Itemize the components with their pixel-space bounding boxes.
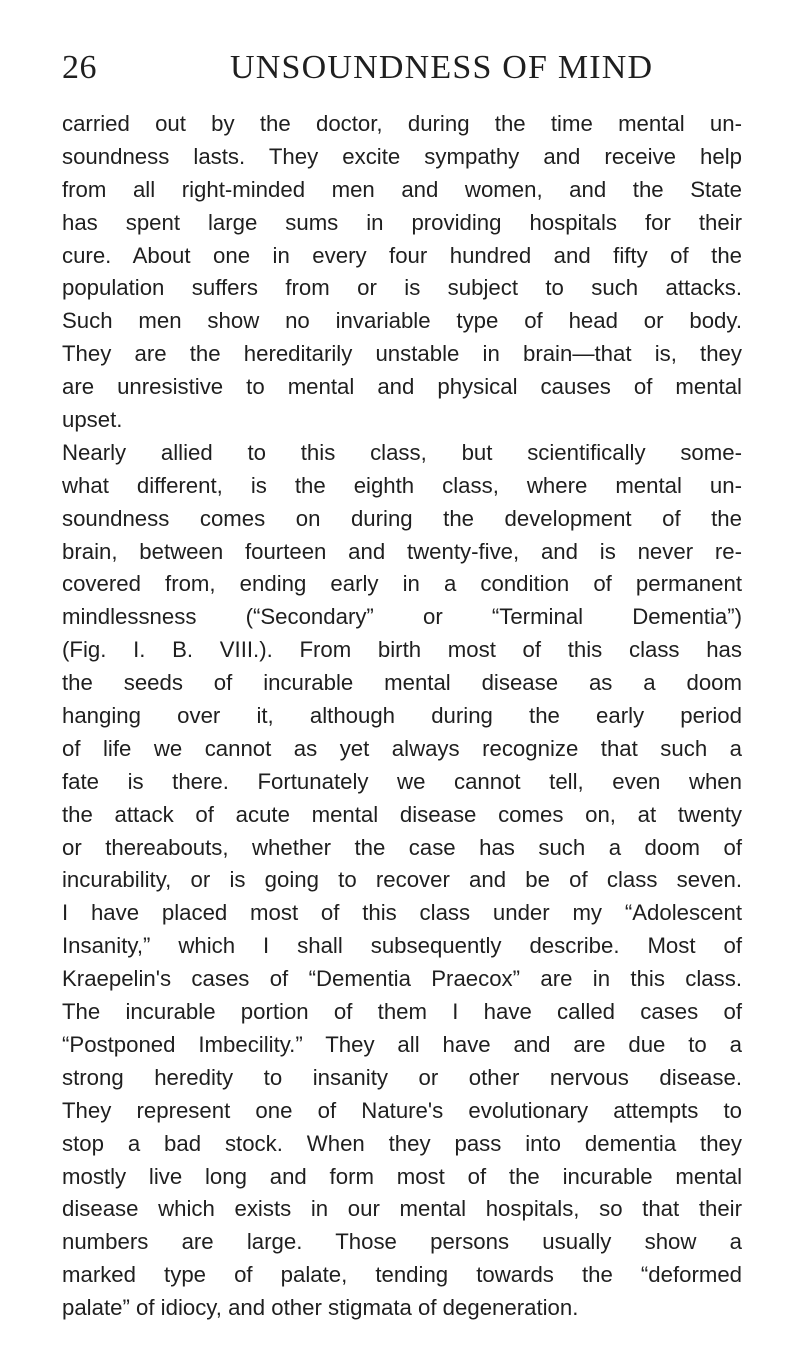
text-line: or thereabouts, whether the case has such a doom of [62,834,742,860]
running-title: UNSOUNDNESS OF MIND [230,49,654,86]
text-line: “Postponed Imbecility.” They all have and are due to a [62,1031,742,1057]
text-line: the seeds of incurable mental disease as a doom [62,670,742,696]
text-line: the attack of acute mental disease comes on, at twenty [62,801,742,827]
text-line: (Fig. I. B. VIII.). From birth most of this class has [62,637,742,663]
page-header [62,48,738,92]
text-line: hanging over it, although during the early period [62,703,742,729]
text-line: palate” of idiocy, and other stigmata of degeneration. [62,1295,579,1321]
text-line: fate is there. Fortunately we cannot tell, even when [62,768,742,794]
body-text [62,108,742,1325]
text-line: carried out by the doctor, during the time mental un- [62,111,742,136]
text-line: mostly live long and form most of the incurable mental [62,1163,742,1189]
text-line: from all right-minded men and women, and the State [62,176,742,202]
text-line: Insanity,” which I shall subsequently describe. Most of [62,933,742,959]
text-line: are unresistive to mental and physical causes of mental [62,374,742,400]
text-line: marked type of palate, tending towards the “deformed [62,1262,742,1288]
text-line: what different, is the eighth class, where mental un- [62,472,742,498]
text-line: disease which exists in our mental hospitals, so that their [62,1196,742,1222]
text-line: Kraepelin's cases of “Dementia Praecox” are in this class. [62,966,742,992]
text-line: of life we cannot as yet always recognize that such a [62,735,742,761]
text-line: numbers are large. Those persons usually show a [62,1229,742,1255]
text-line: strong heredity to insanity or other nervous disease. [62,1064,742,1090]
text-line: has spent large sums in providing hospitals for their [62,209,742,235]
page-number: 26 [62,49,97,86]
text-line: soundness comes on during the development of the [62,505,742,531]
paragraph-2 [62,437,742,1325]
text-line: population suffers from or is subject to such attacks. [62,275,742,301]
text-line: upset. [62,407,123,433]
text-line: I have placed most of this class under my “Adolescent [62,900,742,926]
text-line: incurability, or is going to recover and be of class seven. [62,867,742,893]
text-line: covered from, ending early in a condition of permanent [62,571,742,597]
text-line: Nearly allied to this class, but scientifically some- [62,439,742,465]
text-line: Such men show no invariable type of head or body. [62,308,742,334]
text-line: mindlessness (“Secondary” or “Terminal Dementia”) [62,604,742,630]
text-line: They represent one of Nature's evolutionary attempts to [62,1097,742,1123]
text-line: cure. About one in every four hundred and fifty of the [62,242,742,268]
text-line: They are the hereditarily unstable in brain—that is, they [62,341,742,367]
text-line: The incurable portion of them I have called cases of [62,999,742,1025]
text-line: soundness lasts. They excite sympathy and receive help [62,143,742,169]
paragraph-1 [62,108,742,437]
text-line: stop a bad stock. When they pass into dementia they [62,1130,742,1156]
text-line: brain, between fourteen and twenty-five, and is never re- [62,538,742,564]
